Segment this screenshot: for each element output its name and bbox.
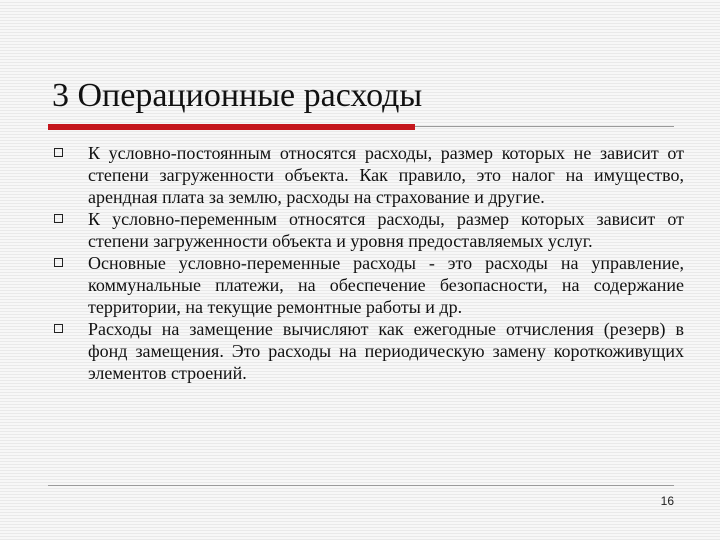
footer-divider-line (48, 485, 674, 486)
bullet-text: К условно-постоянным относятся расходы, размер которых не зависит от степени загруженности объекта. Как правило, это налог на имущество, арендная плата за землю, расходы на страхование и другие. (88, 143, 684, 207)
bullet-item-fixed-costs (54, 142, 684, 208)
bullet-list (54, 142, 684, 384)
bullet-text: К условно-переменным относятся расходы, размер которых зависит от степени загруженности объекта и уровня предоставляемых услуг. (88, 209, 684, 251)
bullet-item-main-variable-costs (54, 252, 684, 318)
hollow-square-bullet-icon (54, 324, 63, 333)
hollow-square-bullet-icon (54, 148, 63, 157)
page-number: 16 (660, 494, 674, 508)
bullet-text: Основные условно-переменные расходы - это расходы на управление, коммунальные платежи, на обеспечение безопасности, на содержание территории, на текущие ремонтные работы и др. (88, 253, 684, 317)
bullet-item-variable-costs (54, 208, 684, 252)
slide-title: 3 Операционные расходы (52, 77, 423, 114)
hollow-square-bullet-icon (54, 258, 63, 267)
bullet-text: Расходы на замещение вычисляют как ежегодные отчисления (резерв) в фонд замещения. Это расходы на периодическую замену короткоживущих элементов строений. (88, 319, 684, 383)
hollow-square-bullet-icon (54, 214, 63, 223)
bullet-item-replacement-costs (54, 318, 684, 384)
title-accent-bar (48, 124, 415, 130)
